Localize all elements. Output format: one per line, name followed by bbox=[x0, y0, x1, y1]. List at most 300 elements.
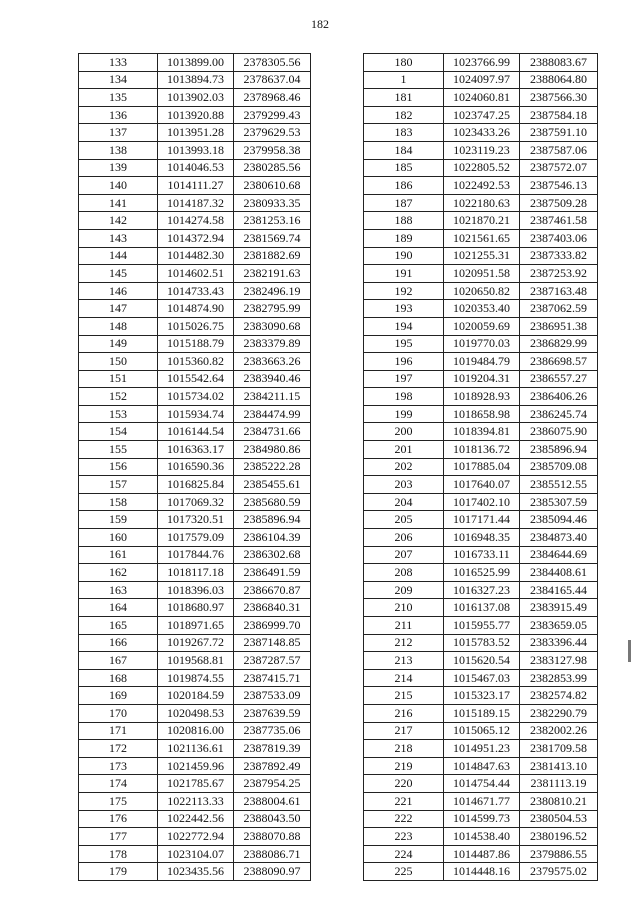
y-coordinate-cell: 2379958.38 bbox=[234, 141, 311, 159]
point-number-cell: 206 bbox=[364, 529, 444, 547]
point-number-cell: 175 bbox=[79, 792, 158, 810]
point-number-cell: 197 bbox=[364, 370, 444, 388]
table-row bbox=[364, 546, 598, 564]
table-row bbox=[364, 581, 598, 599]
point-number-cell: 224 bbox=[364, 845, 444, 863]
x-coordinate-cell: 1014733.43 bbox=[158, 282, 234, 300]
point-number-cell: 168 bbox=[79, 669, 158, 687]
table-row bbox=[79, 669, 311, 687]
y-coordinate-cell: 2380285.56 bbox=[234, 159, 311, 177]
point-number-cell: 138 bbox=[79, 141, 158, 159]
point-number-cell: 179 bbox=[79, 863, 158, 881]
point-number-cell: 189 bbox=[364, 229, 444, 247]
x-coordinate-cell: 1019568.81 bbox=[158, 652, 234, 670]
point-number-cell: 208 bbox=[364, 564, 444, 582]
point-number-cell: 154 bbox=[79, 423, 158, 441]
point-number-cell: 146 bbox=[79, 282, 158, 300]
point-number-cell: 217 bbox=[364, 722, 444, 740]
y-coordinate-cell: 2388070.88 bbox=[234, 828, 311, 846]
y-coordinate-cell: 2387819.39 bbox=[234, 740, 311, 758]
point-number-cell: 153 bbox=[79, 405, 158, 423]
y-coordinate-cell: 2384873.40 bbox=[520, 529, 598, 547]
y-coordinate-cell: 2378305.56 bbox=[234, 54, 311, 72]
table-row bbox=[364, 124, 598, 142]
point-number-cell: 212 bbox=[364, 634, 444, 652]
table-row bbox=[79, 740, 311, 758]
y-coordinate-cell: 2387415.71 bbox=[234, 669, 311, 687]
point-number-cell: 150 bbox=[79, 353, 158, 371]
x-coordinate-cell: 1015955.77 bbox=[444, 617, 520, 635]
x-coordinate-cell: 1017844.76 bbox=[158, 546, 234, 564]
point-number-cell: 144 bbox=[79, 247, 158, 265]
table-row bbox=[364, 458, 598, 476]
point-number-cell: 151 bbox=[79, 370, 158, 388]
y-coordinate-cell: 2387584.18 bbox=[520, 106, 598, 124]
y-coordinate-cell: 2381113.19 bbox=[520, 775, 598, 793]
y-coordinate-cell: 2386302.68 bbox=[234, 546, 311, 564]
x-coordinate-cell: 1018971.65 bbox=[158, 617, 234, 635]
point-number-cell: 165 bbox=[79, 617, 158, 635]
x-coordinate-cell: 1022772.94 bbox=[158, 828, 234, 846]
table-row bbox=[79, 353, 311, 371]
table-row bbox=[79, 687, 311, 705]
x-coordinate-cell: 1023119.23 bbox=[444, 141, 520, 159]
y-coordinate-cell: 2385094.46 bbox=[520, 511, 598, 529]
table-row bbox=[79, 634, 311, 652]
table-row bbox=[364, 476, 598, 494]
point-number-cell: 188 bbox=[364, 212, 444, 230]
point-number-cell: 149 bbox=[79, 335, 158, 353]
y-coordinate-cell: 2388043.50 bbox=[234, 810, 311, 828]
table-row bbox=[364, 687, 598, 705]
point-number-cell: 203 bbox=[364, 476, 444, 494]
point-number-cell: 181 bbox=[364, 89, 444, 107]
point-number-cell: 155 bbox=[79, 441, 158, 459]
x-coordinate-cell: 1014671.77 bbox=[444, 792, 520, 810]
point-number-cell: 141 bbox=[79, 194, 158, 212]
table-row bbox=[364, 212, 598, 230]
x-coordinate-cell: 1020650.82 bbox=[444, 282, 520, 300]
point-number-cell: 220 bbox=[364, 775, 444, 793]
x-coordinate-cell: 1018658.98 bbox=[444, 405, 520, 423]
x-coordinate-cell: 1021561.65 bbox=[444, 229, 520, 247]
y-coordinate-cell: 2383663.26 bbox=[234, 353, 311, 371]
table-row bbox=[364, 740, 598, 758]
x-coordinate-cell: 1017069.32 bbox=[158, 493, 234, 511]
x-coordinate-cell: 1020184.59 bbox=[158, 687, 234, 705]
point-number-cell: 140 bbox=[79, 177, 158, 195]
x-coordinate-cell: 1021870.21 bbox=[444, 212, 520, 230]
y-coordinate-cell: 2382002.26 bbox=[520, 722, 598, 740]
point-number-cell: 187 bbox=[364, 194, 444, 212]
y-coordinate-cell: 2388086.71 bbox=[234, 845, 311, 863]
point-number-cell: 137 bbox=[79, 124, 158, 142]
table-row bbox=[79, 722, 311, 740]
table-row bbox=[364, 54, 598, 72]
y-coordinate-cell: 2386840.31 bbox=[234, 599, 311, 617]
point-number-cell: 152 bbox=[79, 388, 158, 406]
table-row bbox=[79, 89, 311, 107]
x-coordinate-cell: 1015360.82 bbox=[158, 353, 234, 371]
table-row bbox=[79, 54, 311, 72]
table-row bbox=[364, 335, 598, 353]
x-coordinate-cell: 1013951.28 bbox=[158, 124, 234, 142]
table-row bbox=[364, 159, 598, 177]
x-coordinate-cell: 1014046.53 bbox=[158, 159, 234, 177]
y-coordinate-cell: 2381253.16 bbox=[234, 212, 311, 230]
x-coordinate-cell: 1015323.17 bbox=[444, 687, 520, 705]
x-coordinate-cell: 1016327.23 bbox=[444, 581, 520, 599]
table-row bbox=[364, 652, 598, 670]
y-coordinate-cell: 2378637.04 bbox=[234, 71, 311, 89]
point-number-cell: 201 bbox=[364, 441, 444, 459]
table-row bbox=[79, 458, 311, 476]
y-coordinate-cell: 2384474.99 bbox=[234, 405, 311, 423]
table-row bbox=[364, 441, 598, 459]
point-number-cell: 171 bbox=[79, 722, 158, 740]
x-coordinate-cell: 1017640.07 bbox=[444, 476, 520, 494]
x-coordinate-cell: 1022180.63 bbox=[444, 194, 520, 212]
x-coordinate-cell: 1024097.97 bbox=[444, 71, 520, 89]
point-number-cell: 183 bbox=[364, 124, 444, 142]
point-number-cell: 135 bbox=[79, 89, 158, 107]
table-row bbox=[79, 546, 311, 564]
table-row bbox=[364, 405, 598, 423]
y-coordinate-cell: 2387403.06 bbox=[520, 229, 598, 247]
y-coordinate-cell: 2379629.53 bbox=[234, 124, 311, 142]
point-number-cell: 186 bbox=[364, 177, 444, 195]
table-row bbox=[79, 704, 311, 722]
table-row bbox=[79, 511, 311, 529]
y-coordinate-cell: 2387287.57 bbox=[234, 652, 311, 670]
table-row bbox=[79, 265, 311, 283]
table-row bbox=[79, 845, 311, 863]
table-row bbox=[364, 493, 598, 511]
y-coordinate-cell: 2381569.74 bbox=[234, 229, 311, 247]
y-coordinate-cell: 2386698.57 bbox=[520, 353, 598, 371]
x-coordinate-cell: 1020498.53 bbox=[158, 704, 234, 722]
table-row bbox=[79, 317, 311, 335]
x-coordinate-cell: 1014538.40 bbox=[444, 828, 520, 846]
y-coordinate-cell: 2385222.28 bbox=[234, 458, 311, 476]
x-coordinate-cell: 1020816.00 bbox=[158, 722, 234, 740]
point-number-cell: 204 bbox=[364, 493, 444, 511]
y-coordinate-cell: 2383915.49 bbox=[520, 599, 598, 617]
y-coordinate-cell: 2380933.35 bbox=[234, 194, 311, 212]
x-coordinate-cell: 1021255.31 bbox=[444, 247, 520, 265]
point-number-cell: 164 bbox=[79, 599, 158, 617]
x-coordinate-cell: 1016137.08 bbox=[444, 599, 520, 617]
y-coordinate-cell: 2384980.86 bbox=[234, 441, 311, 459]
x-coordinate-cell: 1016525.99 bbox=[444, 564, 520, 582]
table-row bbox=[79, 388, 311, 406]
x-coordinate-cell: 1016733.11 bbox=[444, 546, 520, 564]
table-row bbox=[364, 300, 598, 318]
x-coordinate-cell: 1015467.03 bbox=[444, 669, 520, 687]
y-coordinate-cell: 2387566.30 bbox=[520, 89, 598, 107]
y-coordinate-cell: 2388083.67 bbox=[520, 54, 598, 72]
table-row bbox=[79, 810, 311, 828]
y-coordinate-cell: 2387148.85 bbox=[234, 634, 311, 652]
y-coordinate-cell: 2386951.38 bbox=[520, 317, 598, 335]
x-coordinate-cell: 1014599.73 bbox=[444, 810, 520, 828]
y-coordinate-cell: 2382496.19 bbox=[234, 282, 311, 300]
table-row bbox=[364, 564, 598, 582]
y-coordinate-cell: 2380610.68 bbox=[234, 177, 311, 195]
y-coordinate-cell: 2385512.55 bbox=[520, 476, 598, 494]
point-number-cell: 182 bbox=[364, 106, 444, 124]
table-row bbox=[79, 335, 311, 353]
table-row bbox=[79, 599, 311, 617]
y-coordinate-cell: 2383940.46 bbox=[234, 370, 311, 388]
table-row bbox=[364, 599, 598, 617]
x-coordinate-cell: 1017579.09 bbox=[158, 529, 234, 547]
y-coordinate-cell: 2387587.06 bbox=[520, 141, 598, 159]
y-coordinate-cell: 2385680.59 bbox=[234, 493, 311, 511]
coordinate-table-left bbox=[78, 53, 311, 881]
y-coordinate-cell: 2386104.39 bbox=[234, 529, 311, 547]
y-coordinate-cell: 2386406.26 bbox=[520, 388, 598, 406]
x-coordinate-cell: 1017885.04 bbox=[444, 458, 520, 476]
y-coordinate-cell: 2380196.52 bbox=[520, 828, 598, 846]
y-coordinate-cell: 2388090.97 bbox=[234, 863, 311, 881]
table-row bbox=[364, 229, 598, 247]
y-coordinate-cell: 2380810.21 bbox=[520, 792, 598, 810]
x-coordinate-cell: 1014274.58 bbox=[158, 212, 234, 230]
y-coordinate-cell: 2385455.61 bbox=[234, 476, 311, 494]
point-number-cell: 176 bbox=[79, 810, 158, 828]
x-coordinate-cell: 1013899.00 bbox=[158, 54, 234, 72]
point-number-cell: 190 bbox=[364, 247, 444, 265]
table-row bbox=[79, 229, 311, 247]
x-coordinate-cell: 1017171.44 bbox=[444, 511, 520, 529]
point-number-cell: 185 bbox=[364, 159, 444, 177]
table-row bbox=[364, 194, 598, 212]
point-number-cell: 200 bbox=[364, 423, 444, 441]
table-row bbox=[364, 617, 598, 635]
x-coordinate-cell: 1014111.27 bbox=[158, 177, 234, 195]
x-coordinate-cell: 1021459.96 bbox=[158, 757, 234, 775]
y-coordinate-cell: 2386245.74 bbox=[520, 405, 598, 423]
page-number: 182 bbox=[311, 17, 329, 31]
y-coordinate-cell: 2384165.44 bbox=[520, 581, 598, 599]
table-row bbox=[79, 441, 311, 459]
y-coordinate-cell: 2386670.87 bbox=[234, 581, 311, 599]
y-coordinate-cell: 2380504.53 bbox=[520, 810, 598, 828]
coordinate-table-right bbox=[363, 53, 598, 881]
x-coordinate-cell: 1014951.23 bbox=[444, 740, 520, 758]
point-number-cell: 198 bbox=[364, 388, 444, 406]
y-coordinate-cell: 2387954.25 bbox=[234, 775, 311, 793]
point-number-cell: 160 bbox=[79, 529, 158, 547]
table-row bbox=[364, 757, 598, 775]
x-coordinate-cell: 1018928.93 bbox=[444, 388, 520, 406]
table-row bbox=[79, 370, 311, 388]
y-coordinate-cell: 2387509.28 bbox=[520, 194, 598, 212]
x-coordinate-cell: 1014754.44 bbox=[444, 775, 520, 793]
y-coordinate-cell: 2383090.68 bbox=[234, 317, 311, 335]
point-number-cell: 214 bbox=[364, 669, 444, 687]
point-number-cell: 225 bbox=[364, 863, 444, 881]
x-coordinate-cell: 1018117.18 bbox=[158, 564, 234, 582]
x-coordinate-cell: 1015065.12 bbox=[444, 722, 520, 740]
point-number-cell: 213 bbox=[364, 652, 444, 670]
x-coordinate-cell: 1018394.81 bbox=[444, 423, 520, 441]
table-row bbox=[364, 828, 598, 846]
table-row bbox=[79, 423, 311, 441]
table-row bbox=[79, 617, 311, 635]
x-coordinate-cell: 1022442.56 bbox=[158, 810, 234, 828]
table-row bbox=[79, 212, 311, 230]
y-coordinate-cell: 2381882.69 bbox=[234, 247, 311, 265]
table-row bbox=[79, 159, 311, 177]
y-coordinate-cell: 2379575.02 bbox=[520, 863, 598, 881]
table-row bbox=[364, 775, 598, 793]
y-coordinate-cell: 2386491.59 bbox=[234, 564, 311, 582]
point-number-cell: 174 bbox=[79, 775, 158, 793]
point-number-cell: 136 bbox=[79, 106, 158, 124]
table-row bbox=[364, 810, 598, 828]
table-row bbox=[79, 493, 311, 511]
y-coordinate-cell: 2387461.58 bbox=[520, 212, 598, 230]
y-coordinate-cell: 2382574.82 bbox=[520, 687, 598, 705]
table-row bbox=[79, 124, 311, 142]
point-number-cell: 177 bbox=[79, 828, 158, 846]
x-coordinate-cell: 1014482.30 bbox=[158, 247, 234, 265]
y-coordinate-cell: 2387572.07 bbox=[520, 159, 598, 177]
y-coordinate-cell: 2387735.06 bbox=[234, 722, 311, 740]
y-coordinate-cell: 2386075.90 bbox=[520, 423, 598, 441]
y-coordinate-cell: 2382853.99 bbox=[520, 669, 598, 687]
y-coordinate-cell: 2382191.63 bbox=[234, 265, 311, 283]
table-row bbox=[364, 370, 598, 388]
x-coordinate-cell: 1023766.99 bbox=[444, 54, 520, 72]
x-coordinate-cell: 1023747.25 bbox=[444, 106, 520, 124]
x-coordinate-cell: 1013920.88 bbox=[158, 106, 234, 124]
y-coordinate-cell: 2386829.99 bbox=[520, 335, 598, 353]
x-coordinate-cell: 1014847.63 bbox=[444, 757, 520, 775]
x-coordinate-cell: 1023433.26 bbox=[444, 124, 520, 142]
table-row bbox=[364, 792, 598, 810]
table-row bbox=[79, 300, 311, 318]
table-row bbox=[79, 792, 311, 810]
x-coordinate-cell: 1015189.15 bbox=[444, 704, 520, 722]
point-number-cell: 133 bbox=[79, 54, 158, 72]
point-number-cell: 205 bbox=[364, 511, 444, 529]
x-coordinate-cell: 1022113.33 bbox=[158, 792, 234, 810]
table-row bbox=[79, 141, 311, 159]
x-coordinate-cell: 1016825.84 bbox=[158, 476, 234, 494]
y-coordinate-cell: 2387591.10 bbox=[520, 124, 598, 142]
y-coordinate-cell: 2387533.09 bbox=[234, 687, 311, 705]
point-number-cell: 180 bbox=[364, 54, 444, 72]
point-number-cell: 156 bbox=[79, 458, 158, 476]
table-row bbox=[79, 757, 311, 775]
y-coordinate-cell: 2385709.08 bbox=[520, 458, 598, 476]
point-number-cell: 222 bbox=[364, 810, 444, 828]
y-coordinate-cell: 2387062.59 bbox=[520, 300, 598, 318]
x-coordinate-cell: 1019770.03 bbox=[444, 335, 520, 353]
table-row bbox=[79, 405, 311, 423]
point-number-cell: 218 bbox=[364, 740, 444, 758]
point-number-cell: 1 bbox=[364, 71, 444, 89]
table-row bbox=[364, 106, 598, 124]
point-number-cell: 219 bbox=[364, 757, 444, 775]
y-coordinate-cell: 2387333.82 bbox=[520, 247, 598, 265]
x-coordinate-cell: 1013894.73 bbox=[158, 71, 234, 89]
table-row bbox=[79, 529, 311, 547]
x-coordinate-cell: 1015026.75 bbox=[158, 317, 234, 335]
x-coordinate-cell: 1020353.40 bbox=[444, 300, 520, 318]
table-row bbox=[79, 106, 311, 124]
y-coordinate-cell: 2385896.94 bbox=[520, 441, 598, 459]
table-row bbox=[364, 265, 598, 283]
y-coordinate-cell: 2385896.94 bbox=[234, 511, 311, 529]
y-coordinate-cell: 2384211.15 bbox=[234, 388, 311, 406]
table-row bbox=[364, 247, 598, 265]
point-number-cell: 221 bbox=[364, 792, 444, 810]
point-number-cell: 184 bbox=[364, 141, 444, 159]
y-coordinate-cell: 2384644.69 bbox=[520, 546, 598, 564]
x-coordinate-cell: 1023104.07 bbox=[158, 845, 234, 863]
point-number-cell: 161 bbox=[79, 546, 158, 564]
scan-edge-mark bbox=[628, 640, 631, 662]
table-row bbox=[79, 282, 311, 300]
x-coordinate-cell: 1016363.17 bbox=[158, 441, 234, 459]
point-number-cell: 148 bbox=[79, 317, 158, 335]
table-row bbox=[364, 317, 598, 335]
y-coordinate-cell: 2387639.59 bbox=[234, 704, 311, 722]
x-coordinate-cell: 1015734.02 bbox=[158, 388, 234, 406]
point-number-cell: 193 bbox=[364, 300, 444, 318]
table-row bbox=[364, 845, 598, 863]
point-number-cell: 215 bbox=[364, 687, 444, 705]
x-coordinate-cell: 1016144.54 bbox=[158, 423, 234, 441]
y-coordinate-cell: 2383127.98 bbox=[520, 652, 598, 670]
table-row bbox=[79, 247, 311, 265]
y-coordinate-cell: 2387163.48 bbox=[520, 282, 598, 300]
y-coordinate-cell: 2379886.55 bbox=[520, 845, 598, 863]
x-coordinate-cell: 1017402.10 bbox=[444, 493, 520, 511]
table-row bbox=[79, 476, 311, 494]
point-number-cell: 167 bbox=[79, 652, 158, 670]
x-coordinate-cell: 1016590.36 bbox=[158, 458, 234, 476]
x-coordinate-cell: 1019204.31 bbox=[444, 370, 520, 388]
y-coordinate-cell: 2386557.27 bbox=[520, 370, 598, 388]
table-row bbox=[364, 423, 598, 441]
table-row bbox=[79, 194, 311, 212]
x-coordinate-cell: 1018680.97 bbox=[158, 599, 234, 617]
point-number-cell: 216 bbox=[364, 704, 444, 722]
table-row bbox=[79, 564, 311, 582]
table-row bbox=[364, 669, 598, 687]
x-coordinate-cell: 1014372.94 bbox=[158, 229, 234, 247]
point-number-cell: 166 bbox=[79, 634, 158, 652]
point-number-cell: 172 bbox=[79, 740, 158, 758]
x-coordinate-cell: 1018396.03 bbox=[158, 581, 234, 599]
coordinate-table-right-body bbox=[364, 54, 598, 881]
y-coordinate-cell: 2384408.61 bbox=[520, 564, 598, 582]
point-number-cell: 178 bbox=[79, 845, 158, 863]
table-row bbox=[364, 704, 598, 722]
table-row bbox=[364, 71, 598, 89]
point-number-cell: 210 bbox=[364, 599, 444, 617]
y-coordinate-cell: 2381413.10 bbox=[520, 757, 598, 775]
x-coordinate-cell: 1014487.86 bbox=[444, 845, 520, 863]
y-coordinate-cell: 2388004.61 bbox=[234, 792, 311, 810]
x-coordinate-cell: 1016948.35 bbox=[444, 529, 520, 547]
y-coordinate-cell: 2383396.44 bbox=[520, 634, 598, 652]
